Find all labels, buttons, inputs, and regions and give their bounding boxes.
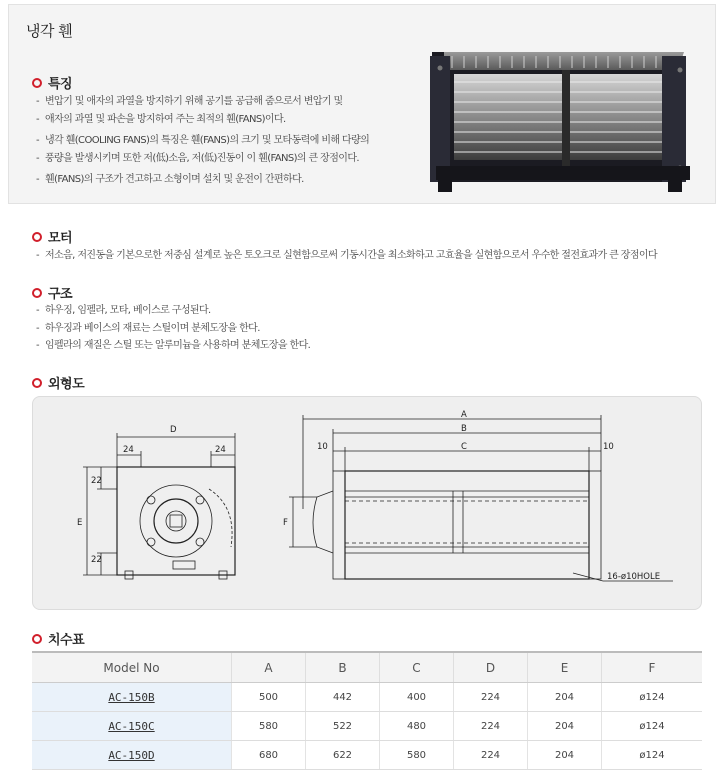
- table-cell: 224: [454, 741, 528, 770]
- table-cell: 500: [232, 683, 306, 712]
- list-item: - 하우징과 베이스의 재료는 스틸이며 분체도장을 한다.: [36, 320, 536, 338]
- dim-label-d: D: [170, 425, 177, 435]
- structure-list: [36, 302, 536, 355]
- column-header: E: [528, 652, 602, 683]
- list-item: - 하우징, 임펠라, 모타, 베이스로 구성된다.: [36, 302, 536, 320]
- list-item: - 풍량을 발생시키며 또한 저(低)소음, 저(低)진동이 이 휀(FANS)의 큰 장점이다.: [36, 150, 416, 168]
- hole-callout-label: 16-ø10HOLE: [607, 572, 661, 582]
- outline-drawing: [33, 397, 703, 611]
- table-cell: 442: [306, 683, 380, 712]
- dim-label-10-left: 10: [317, 442, 328, 452]
- table-cell: 680: [232, 741, 306, 770]
- model-cell[interactable]: AC-150D: [32, 741, 232, 770]
- list-item: - 휀(FANS)의 구조가 견고하고 소형이며 설치 및 운전이 간편하다.: [36, 171, 416, 189]
- list-item: - 냉각 휀(COOLING FANS)의 특징은 휀(FANS)의 크기 및 모타동력에 비해 다량의: [36, 132, 416, 150]
- table-cell: 204: [528, 741, 602, 770]
- dim-label-e: E: [77, 518, 83, 528]
- outline-drawing-panel: [32, 396, 702, 610]
- table-cell: 204: [528, 683, 602, 712]
- model-cell[interactable]: AC-150C: [32, 712, 232, 741]
- list-item: - 애자의 과열 및 파손을 방지하여 주는 최적의 휀(FANS)이다.: [36, 111, 416, 129]
- outline-heading-label: 외형도: [48, 377, 85, 392]
- table-cell: 204: [528, 712, 602, 741]
- table-header-row: [32, 652, 702, 683]
- bullet-ring-icon: [32, 378, 42, 388]
- spec-table-heading-label: 치수표: [48, 633, 85, 648]
- table-cell: 224: [454, 712, 528, 741]
- outline-heading: [32, 373, 84, 392]
- table-cell: 622: [306, 741, 380, 770]
- table-cell: ø124: [602, 683, 703, 712]
- table-cell: ø124: [602, 712, 703, 741]
- motor-heading: [32, 227, 72, 246]
- dim-label-22-bottom: 22: [91, 555, 102, 565]
- table-row: [32, 683, 702, 712]
- list-item: - 임펠라의 재질은 스틸 또는 알루미늄을 사용하며 분체도장을 한다.: [36, 337, 536, 355]
- list-item: - 변압기 및 애자의 과열을 방지하기 위해 공기를 공급해 줌으로서 변압기 및: [36, 93, 416, 111]
- table-cell: 400: [380, 683, 454, 712]
- features-heading-label: 특징: [48, 77, 73, 92]
- cooling-fan-photo: [424, 48, 696, 196]
- dim-label-24-right: 24: [215, 445, 226, 455]
- table-cell: 580: [232, 712, 306, 741]
- model-cell[interactable]: AC-150B: [32, 683, 232, 712]
- motor-list: [36, 247, 716, 265]
- features-heading: [32, 73, 72, 92]
- structure-heading: [32, 283, 72, 302]
- spec-table-heading: [32, 629, 84, 648]
- table-row: [32, 712, 702, 741]
- dim-label-c: C: [461, 442, 467, 452]
- column-header: D: [454, 652, 528, 683]
- column-header: B: [306, 652, 380, 683]
- column-header: A: [232, 652, 306, 683]
- table-cell: 224: [454, 683, 528, 712]
- column-header: C: [380, 652, 454, 683]
- dim-label-24-left: 24: [123, 445, 134, 455]
- table-cell: 480: [380, 712, 454, 741]
- page-title: 냉각 휀: [26, 22, 73, 40]
- bullet-ring-icon: [32, 634, 42, 644]
- table-cell: 522: [306, 712, 380, 741]
- motor-heading-label: 모터: [48, 231, 73, 246]
- structure-heading-label: 구조: [48, 287, 73, 302]
- features-list: [36, 93, 416, 189]
- dim-label-a: A: [461, 410, 467, 420]
- dimension-table: [32, 651, 702, 770]
- dim-label-f: F: [283, 518, 288, 528]
- dim-label-b: B: [461, 424, 467, 434]
- list-item: - 저소음, 저진동을 기본으로한 저중심 설계로 높은 토오크로 실현함으로써 기동시간을 최소화하고 고효율을 실현함으로서 우수한 절전효과가 큰 장점이다: [36, 247, 716, 265]
- dim-label-10-right: 10: [603, 442, 614, 452]
- table-cell: 580: [380, 741, 454, 770]
- bullet-ring-icon: [32, 78, 42, 88]
- dim-label-22-top: 22: [91, 476, 102, 486]
- bullet-ring-icon: [32, 288, 42, 298]
- bullet-ring-icon: [32, 232, 42, 242]
- column-header: F: [602, 652, 703, 683]
- column-header: Model No: [32, 652, 232, 683]
- table-cell: ø124: [602, 741, 703, 770]
- table-row: [32, 741, 702, 770]
